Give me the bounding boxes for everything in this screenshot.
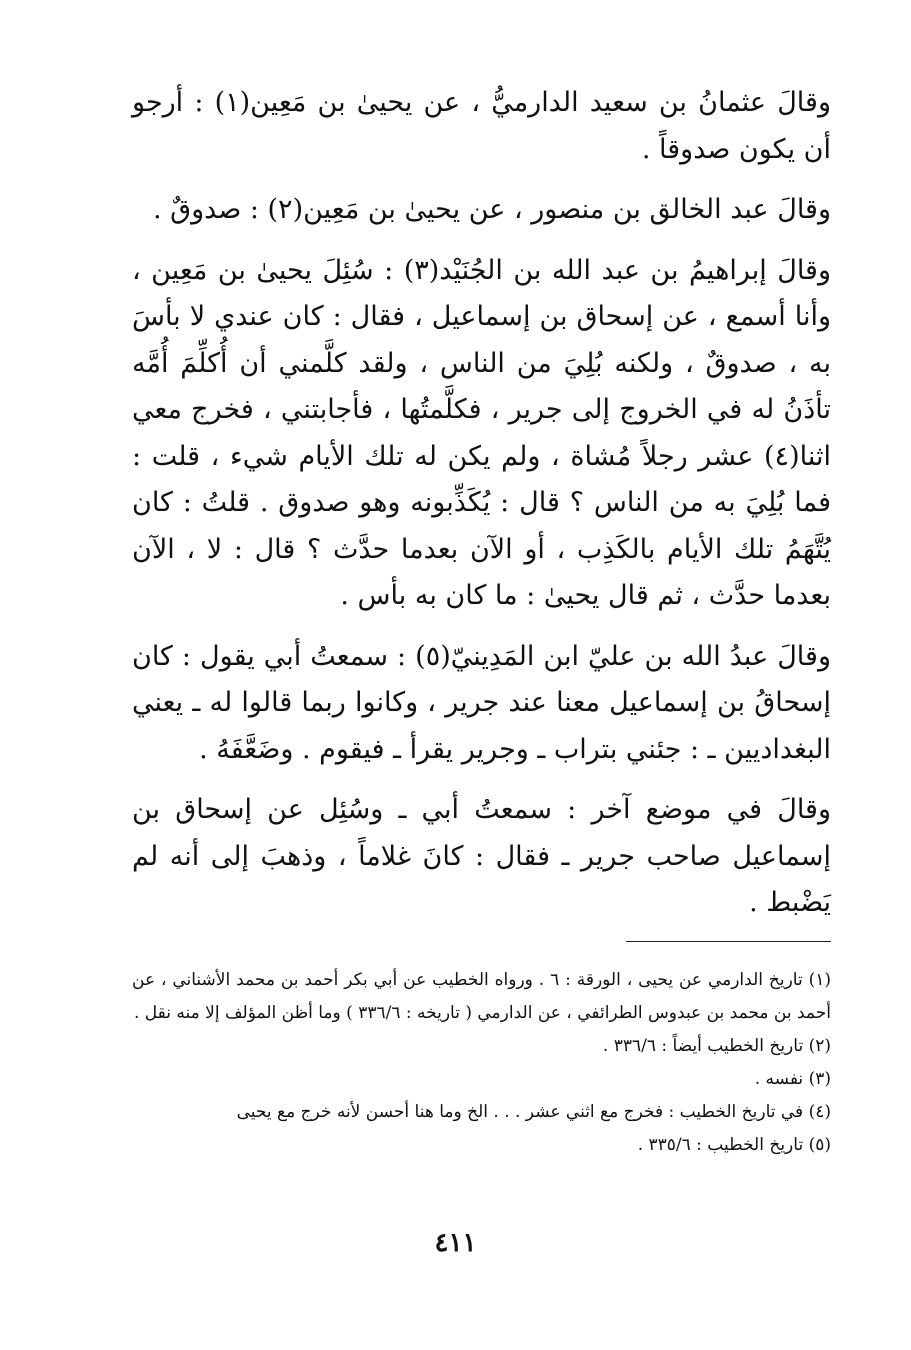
footnote-5: (٥) تاريخ الخطيب : ٣٣٥/٦ . — [637, 1134, 831, 1155]
page-number: ٤١١ — [434, 1228, 477, 1258]
paragraph-3: وقالَ إبراهيمُ بن عبد الله بن الجُنَيْد(٣) : سُئِلَ يحيىٰ بن مَعِين ، وأنا أسمع ، عن إسحاق بن إسماعيل ، فقال : كان عندي لا بأسَ به ، صدوقٌ ، ولكنه بُلِيَ من الناس ، ولقد كلَّمني أن أُكلِّمَ أُمَّه تأذَنُ له في الخروج إلى جرير ، فكلَّمتُها ، فأجابتني ، فخرج معي اثنا(٤) عشر رجلاً مُشاة ، ولم يكن له تلك الأيام شيء ، قلت : فما بُلِيَ به من الناس ؟ قال : يُكَذِّبونه وهو صدوق . قلتُ : كان يُتَّهَمُ تلك الأيام بالكَذِب ، أو الآن بعدما حدَّث ؟ قال : لا ، الآن بعدما حدَّث ، ثم قال يحيىٰ : ما كان به بأس . — [132, 254, 831, 611]
paragraph-5: وقالَ في موضع آخر : سمعتُ أبي ـ وسُئِل عن إسحاق بن إسماعيل صاحب جرير ـ فقال : كانَ غلاماً ، وذهبَ إلى أنه لم يَضْبط . — [132, 794, 831, 918]
paragraph-2: وقالَ عبد الخالق بن منصور ، عن يحيىٰ بن مَعِين(٢) : صدوقٌ . — [153, 194, 831, 225]
paragraph-4: وقالَ عبدُ الله بن عليّ ابن المَدِينيّ(٥) : سمعتُ أبي يقول : كان إسحاقُ بن إسماعيل معنا عند جرير ، وكانوا ربما قالوا له ـ يعني البغداديين ـ : جئني بتراب ـ وجرير يقرأ ـ فيقوم . وضَعَّفَهُ . — [132, 640, 831, 765]
footnote-1: (١) تاريخ الدارمي عن يحيى ، الورقة : ٦ . ورواه الخطيب عن أبي بكر أحمد بن محمد الأشناني ، عن أحمد بن محمد بن عبدوس الطرائفي ، عن الدارمي ( تاريخه : ٣٣٦/٦ ) وما أظن المؤلف إلا منه نقل . — [132, 969, 831, 1023]
footnote-divider — [626, 941, 831, 942]
paragraph-1: وقالَ عثمانُ بن سعيد الدارميُّ ، عن يحيىٰ بن مَعِين(١) : أرجو أن يكون صدوقاً . — [132, 87, 831, 165]
main-text — [132, 80, 831, 927]
footnote-3: (٣) نفسه . — [754, 1068, 831, 1089]
footnotes — [132, 964, 831, 1162]
footnote-2: (٢) تاريخ الخطيب أيضاً : ٣٣٦/٦ . — [602, 1035, 831, 1056]
footnote-4: (٤) في تاريخ الخطيب : فخرج مع اثني عشر . . . الخ وما هنا أحسن لأنه خرج مع يحيى — [236, 1101, 831, 1122]
